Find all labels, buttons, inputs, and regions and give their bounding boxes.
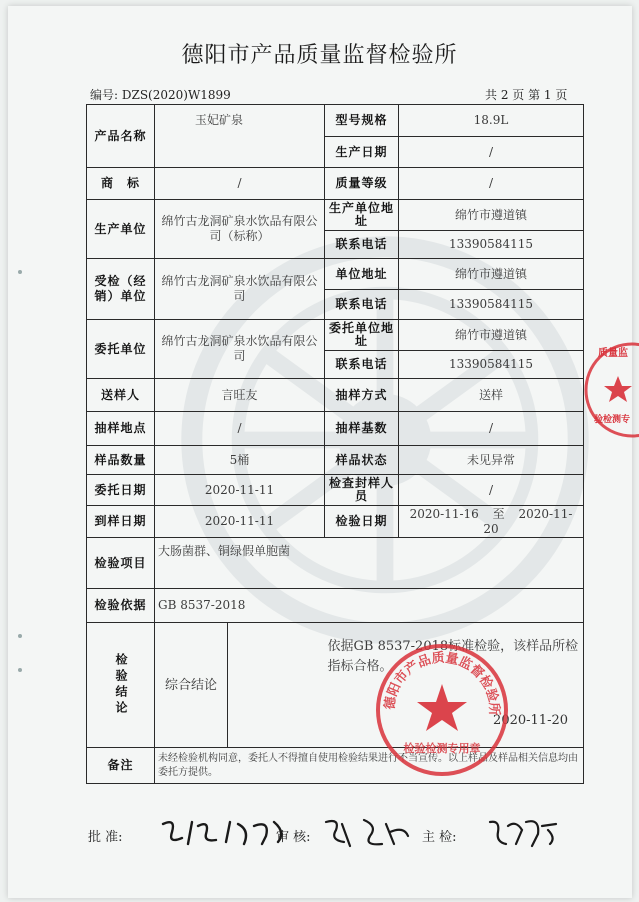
review-label: 审 核: [276, 830, 311, 845]
sealer-label: 检查封样人 员 [325, 475, 399, 506]
product-name-value: 玉妃矿泉 [155, 105, 325, 168]
product-name-label: 产品名称 [87, 105, 155, 168]
seal-sub-text: 检验检测专用章 [403, 742, 481, 755]
sampling-method-value: 送样 [399, 379, 584, 412]
sealer-value: / [399, 475, 584, 506]
arrival-date-label: 到样日期 [87, 506, 155, 538]
producer-label: 生产单位 [87, 200, 155, 259]
commission-date-label: 委托日期 [87, 475, 155, 506]
model-value: 18.9L [399, 105, 584, 137]
inspect-label: 主 检: [422, 830, 457, 845]
approve-label: 批 准: [88, 830, 123, 845]
test-date-from: 2020-11-16 [409, 506, 479, 521]
sampling-place-label: 抽样地点 [87, 412, 155, 446]
arrival-date-value: 2020-11-11 [155, 506, 325, 538]
remark-value: 未经检验机构同意，委托人不得擅自使用检验结果进行不当宣传。以上样品及样品相关信息均由委托方提供。 [155, 748, 584, 784]
review-signature [320, 816, 415, 848]
report-table [86, 104, 584, 784]
production-date-label: 生产日期 [325, 137, 399, 168]
production-date-value: / [399, 137, 584, 168]
edge-seal-bottom-text: 验检测专 [594, 415, 631, 425]
conclusion-date: 2020-11-20 [493, 713, 568, 728]
test-items-label: 检验项目 [87, 538, 155, 589]
client-unit-label: 委托单位 [87, 320, 155, 379]
test-date-range [399, 506, 584, 538]
inspected-unit-label: 受检（经销）单位 [87, 259, 155, 320]
edge-seal-top-text: 质量监 [598, 348, 628, 359]
producer-value: 绵竹古龙洞矿泉水饮品有限公司（标称） [155, 200, 325, 259]
seal-main-text: 德阳市产品质量监督检验所 [382, 650, 502, 716]
sender-label: 送样人 [87, 379, 155, 412]
inspected-phone-value: 13390584115 [399, 290, 584, 320]
sampling-base-value: / [399, 412, 584, 446]
commission-date-value: 2020-11-11 [155, 475, 325, 506]
test-items-value: 大肠菌群、铜绿假单胞菌 [155, 538, 584, 589]
remark-label: 备注 [87, 748, 155, 784]
sampling-method-label: 抽样方式 [325, 379, 399, 412]
test-date-to: 2020-11-20 [483, 506, 573, 536]
model-label: 型号规格 [325, 105, 399, 137]
inspect-signature [486, 816, 566, 848]
producer-address-value: 绵竹市遵道镇 [399, 200, 584, 231]
sample-qty-value: 5桶 [155, 446, 325, 475]
brand-label: 商 标 [87, 168, 155, 200]
test-basis-value: GB 8537-2018 [155, 589, 584, 623]
binding-hole [18, 668, 22, 672]
conclusion-label-cell [87, 623, 155, 748]
test-date-label: 检验日期 [325, 506, 399, 538]
client-phone-label: 联系电话 [325, 351, 399, 379]
producer-address-label: 生产单位地 址 [325, 200, 399, 231]
conclusion-label: 检验结论 [114, 653, 128, 717]
conclusion-sub-label: 综合结论 [164, 677, 217, 693]
grade-label: 质量等级 [325, 168, 399, 200]
test-date-to-label: 至 [492, 506, 505, 521]
page-info: 共 2 页 第 1 页 [485, 88, 568, 102]
binding-hole [18, 634, 22, 638]
report-title: 德阳市产品质量监督检验所 [181, 43, 458, 68]
report-number: 编号: DZS(2020)W1899 [90, 88, 231, 102]
sample-qty-label: 样品数量 [87, 446, 155, 475]
sampling-place-value: / [155, 412, 325, 446]
client-address-value: 绵竹市遵道镇 [399, 320, 584, 351]
sample-state-value: 未见异常 [399, 446, 584, 475]
brand-value: / [155, 168, 325, 200]
client-unit-value: 绵竹古龙洞矿泉水饮品有限公司 [155, 320, 325, 379]
binding-hole [18, 270, 22, 274]
client-phone-value: 13390584115 [399, 351, 584, 379]
client-address-label: 委托单位地 址 [325, 320, 399, 351]
conclusion-body [325, 623, 584, 748]
inspected-phone-label: 联系电话 [325, 290, 399, 320]
test-basis-label: 检验依据 [87, 589, 155, 623]
sender-value: 言旺友 [155, 379, 325, 412]
signature-row [88, 816, 588, 846]
sample-state-label: 样品状态 [325, 446, 399, 475]
inspected-address-value: 绵竹市遵道镇 [399, 259, 584, 290]
sampling-base-label: 抽样基数 [325, 412, 399, 446]
inspected-unit-value: 绵竹古龙洞矿泉水饮品有限公司 [155, 259, 325, 320]
conclusion-text: 依据GB 8537-2018标准检验，该样品所检指标合格。 [327, 639, 579, 674]
grade-value: / [399, 168, 584, 200]
producer-phone-label: 联系电话 [325, 231, 399, 259]
producer-phone-value: 13390584115 [399, 231, 584, 259]
inspected-address-label: 单位地址 [325, 259, 399, 290]
conclusion-sub-cell [155, 623, 325, 748]
